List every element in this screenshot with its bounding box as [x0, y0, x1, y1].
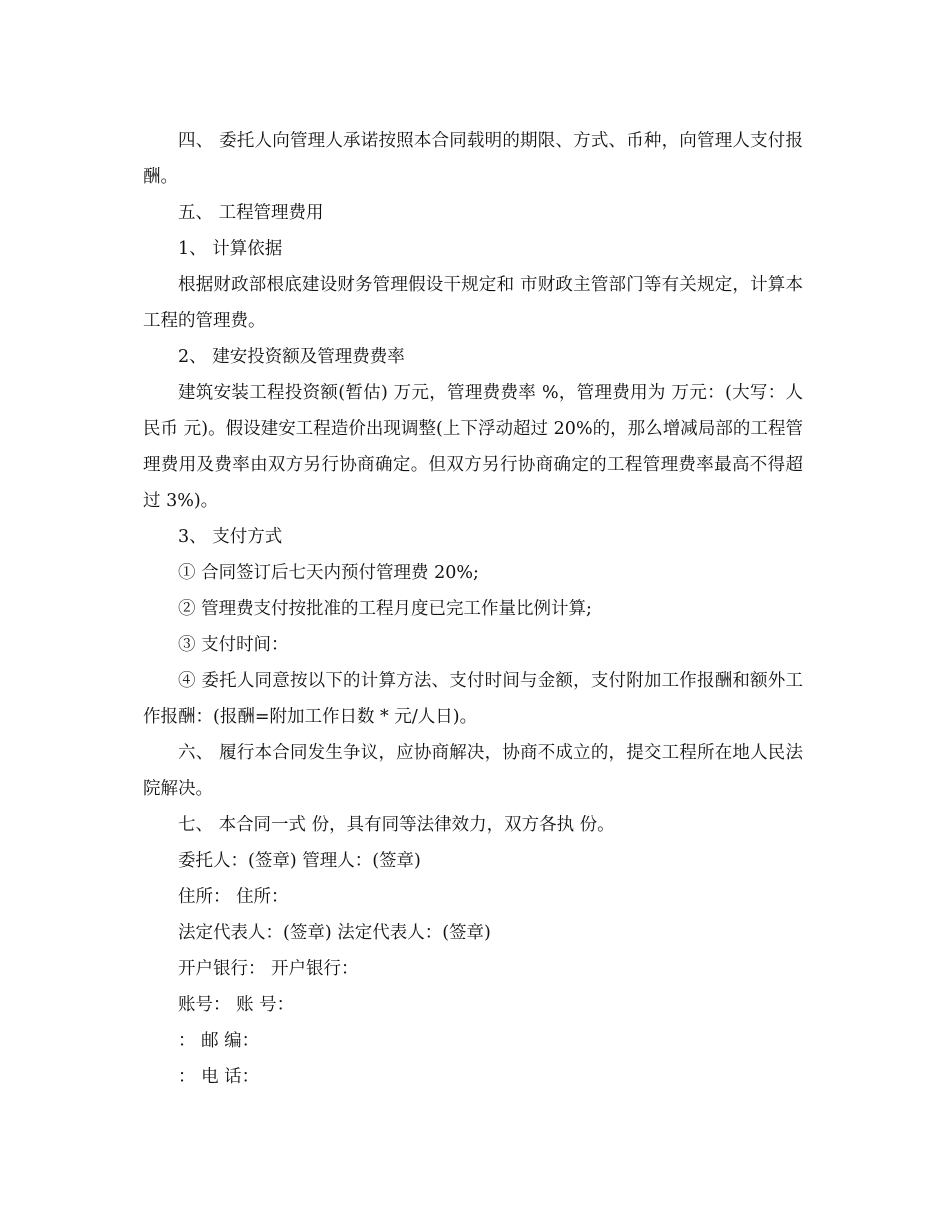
subclause-3-heading: 3、 支付方式: [178, 527, 283, 547]
payment-item-1: ① 合同签订后七天内预付管理费 20%;: [178, 563, 479, 583]
calculation-basis-paragraph: 根据财政部根底建设财务管理假设干规定和 市财政主管部门等有关规定，计算本工程的管理费。: [143, 275, 803, 331]
clause-5-heading: 五、 工程管理费用: [178, 203, 324, 223]
clause-7-paragraph: 七、 本合同一式 份，具有同等法律效力，双方各执 份。: [178, 815, 615, 835]
subclause-1-heading: 1、 计算依据: [178, 239, 283, 259]
subclause-2-heading: 2、 建安投资额及管理费费率: [178, 347, 405, 367]
signature-line-bank: 开户银行： 开户银行：: [178, 959, 359, 979]
signature-line-address: 住所： 住所：: [178, 887, 289, 907]
clause-4-paragraph: 四、 委托人向管理人承诺按照本合同载明的期限、方式、币种，向管理人支付报酬。: [143, 131, 803, 187]
signature-line-phone: ： 电 话：: [178, 1067, 260, 1087]
signature-line-postcode: ： 邮 编：: [178, 1031, 260, 1051]
signature-line-legal-rep: 法定代表人：(签章) 法定代表人：(签章): [178, 923, 491, 943]
clause-6-paragraph: 六、 履行本合同发生争议，应协商解决，协商不成立的，提交工程所在地人民法院解决。: [143, 743, 803, 799]
investment-fee-paragraph: 建筑安装工程投资额(暂估) 万元，管理费费率 %，管理费用为 万元：(大写：人民币 元)。假设建安工程造价出现调整(上下浮动超过 20%的，那么增减局部的工程管理费用及费率由双方另行协商确定。但双方另行协商确定的工程管理费率最高不得超过 3%)。: [143, 383, 803, 511]
document-page: [143, 123, 803, 1095]
signature-block: [143, 843, 803, 1095]
payment-item-4: ④ 委托人同意按以下的计算方法、支付时间与金额，支付附加工作报酬和额外工作报酬：(报酬=附加工作日数 * 元/人日)。: [143, 671, 803, 727]
payment-item-2: ② 管理费支付按批准的工程月度已完工作量比例计算;: [178, 599, 592, 619]
signature-line-account: 账号： 账 号：: [178, 995, 295, 1015]
signature-line-parties: 委托人：(签章) 管理人：(签章): [178, 851, 421, 871]
payment-item-3: ③ 支付时间：: [178, 635, 289, 655]
